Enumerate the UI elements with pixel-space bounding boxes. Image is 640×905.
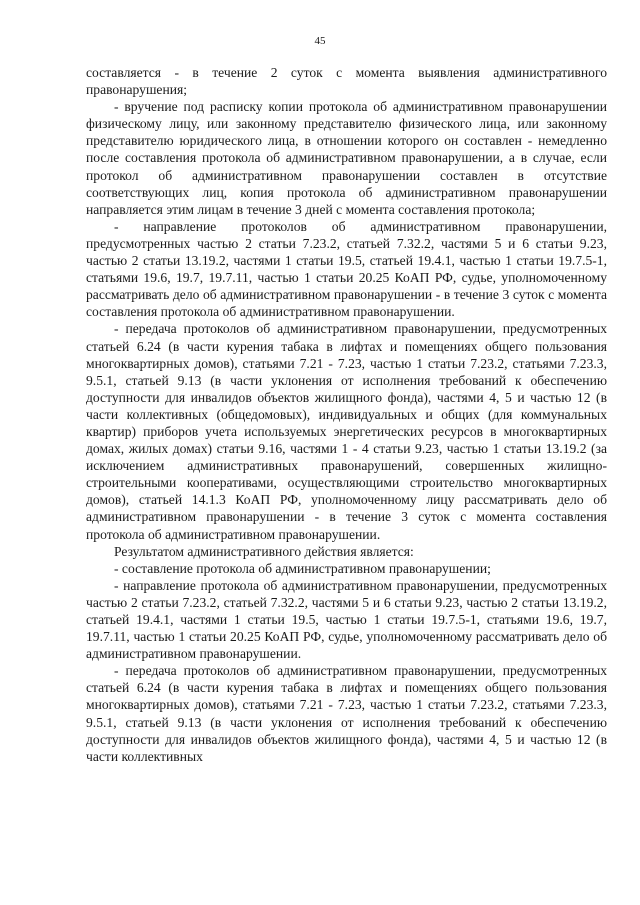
page-number: 45 bbox=[314, 35, 326, 47]
paragraph-result-heading: Результатом административного действия является: bbox=[114, 543, 414, 559]
paragraph-delivery-of-protocol-copy: - вручение под расписку копии протокола об административном правонарушении физическому лицу, или законному представителю физического лица, или законному представителю юридического лица, в отношении которого он составлен - немедленно после составления протокола об административном правонарушении, а в случае, если протокол об административном правонарушении составлен в отсутствие соответствующих лиц, копия протокола об административном правонарушении направляется этим лицам в течение 3 дней с момента составления протокола; bbox=[86, 99, 607, 217]
document-body bbox=[86, 64, 607, 765]
paragraph-transfer-of-protocols: - передача протоколов об административном правонарушении, предусмотренных статьей 6.24 (в части курения табака в лифтах и помещениях общего пользования многоквартирных домов), статьями 7.21 - 7.23, частью 1 статьи 7.23.2, статьями 7.23.3, 9.5.1, статьей 9.13 (в части уклонения от исполнения требований к обеспечению доступности для инвалидов объектов жилищного фонда), частями 4, 5 и частью 12 (в части коллективных (общедомовых), индивидуальных и общих (для коммунальных квартир) приборов учета используемых энергетических ресурсов в многоквартирных домах, жилых домах) статьи 9.16, частями 1 - 4 статьи 9.23, частью 1 статьи 13.19.2 (за исключением административных правонарушений, совершенных жилищно-строительными кооперативами, осуществляющими строительство многоквартирных домов), статьей 14.1.3 КоАП РФ, уполномоченному лицу рассматривать дело об административном правонарушении - в течение 3 суток с момента составления протокола об административном правонарушении. bbox=[86, 321, 607, 542]
paragraph-sending-protocols-to-judge: - направление протоколов об административном правонарушении, предусмотренных частью 2 статьи 7.23.2, статьей 7.32.2, частями 5 и 6 статьи 9.23, частью 2 статьи 13.19.2, частями 1 статьи 19.5, статьей 19.4.1, частью 1 статьи 19.7.5-1, статьями 19.6, 19.7, 19.7.11, частью 1 статьи 20.25 КоАП РФ, судье, уполномоченному рассматривать дело об административном правонарушении - в течение 3 суток с момента составления протокола об административном правонарушении. bbox=[86, 218, 607, 320]
paragraph-result-sending-protocol: - направление протокола об административном правонарушении, предусмотренных частью 2 статьи 7.23.2, статьей 7.32.2, частями 5 и 6 статьи 9.23, частью 2 статьи 13.19.2, статьей 19.4.1, частями 1 статьи 19.5, частью 1 статьи 19.7.5-1, статьями 19.6, 19.7, 19.7.11, частью 1 статьи 20.25 КоАП РФ, судье, уполномоченному рассматривать дело об административном правонарушении. bbox=[86, 577, 607, 662]
paragraph-result-transfer-of-protocols: - передача протоколов об административном правонарушении, предусмотренных статьей 6.24 (в части курения табака в лифтах и помещениях общего пользования многоквартирных домов), статьями 7.21 - 7.23, частью 1 статьи 7.23.2, статьями 7.23.3, 9.5.1, статьей 9.13 (в части уклонения от исполнения требований к обеспечению доступности для инвалидов объектов жилищного фонда), частями 4, 5 и частью 12 (в части коллективных bbox=[86, 663, 607, 764]
paragraph-continuation: составляется - в течение 2 суток с момента выявления административного правонарушения; bbox=[86, 65, 607, 98]
paragraph-result-drawing-up-protocol: - составление протокола об административном правонарушении; bbox=[114, 560, 491, 576]
